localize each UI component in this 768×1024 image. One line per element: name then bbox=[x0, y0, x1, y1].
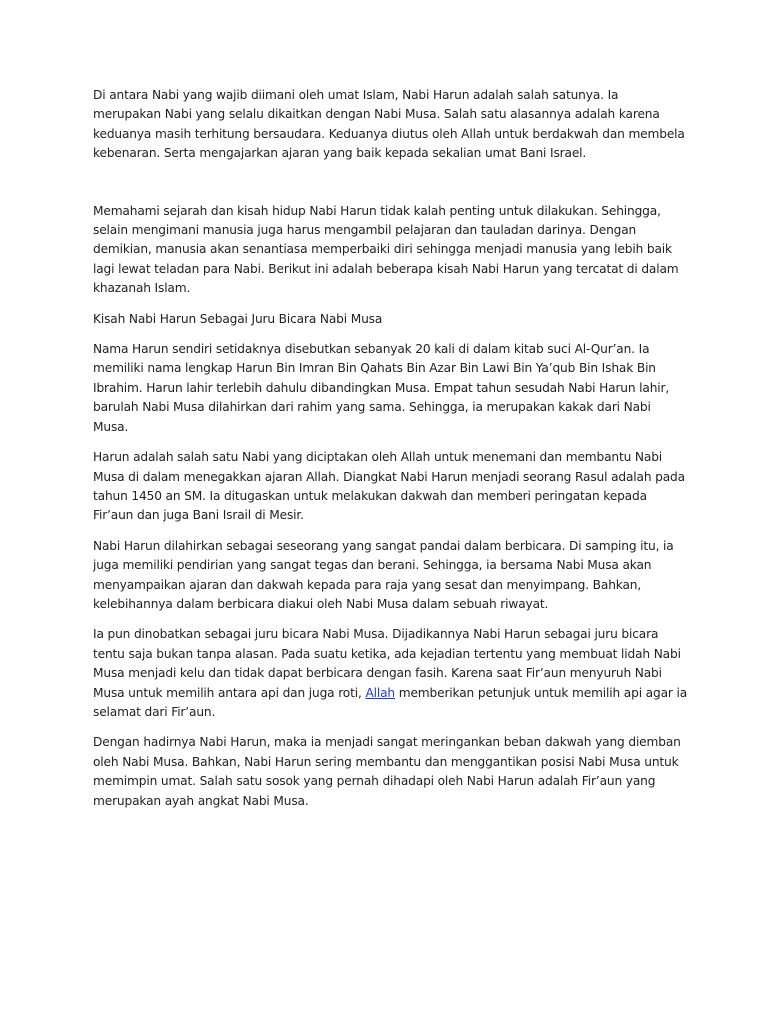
paragraph-spokesman-text-before: Ia pun dinobatkan sebagai juru bicara Nabi Musa. Dijadikannya Nabi Harun sebagai juru bicara tentu saja bukan tanpa alasan. Pada suatu ketika, ada kejadian tertentu yang membuat lidah Nabi Musa menjadi kelu dan tidak dapat berbicara dengan fasih. Karena saat Fir’aun menyuruh Nabi Musa untuk memilih antara api dan juga roti, bbox=[93, 627, 681, 700]
paragraph-conclusion: Dengan hadirnya Nabi Harun, maka ia menjadi sangat meringankan beban dakwah yang diemban oleh Nabi Musa. Bahkan, Nabi Harun sering membantu dan menggantikan posisi Nabi Musa untuk memimpin umat. Salah satu sosok yang pernah dihadapi oleh Nabi Harun adalah Fir’aun yang merupakan ayah angkat Nabi Musa. bbox=[93, 735, 681, 808]
paragraph-prophethood: Harun adalah salah satu Nabi yang diciptakan oleh Allah untuk menemani dan membantu Nabi Musa di dalam menegakkan ajaran Allah. Diangkat Nabi Harun menjadi seorang Rasul adalah pada tahun 1450 an SM. Ia ditugaskan untuk melakukan dakwah dan memberi peringatan kepada Fir’aun dan juga Bani Israil di Mesir. bbox=[93, 450, 685, 523]
paragraph-name-origin: Nama Harun sendiri setidaknya disebutkan sebanyak 20 kali di dalam kitab suci Al-Qur’an. Ia memiliki nama lengkap Harun Bin Imran Bin Qahats Bin Azar Bin Lawi Bin Ya’qub Bin Ishak Bin Ibrahim. Harun lahir terlebih dahulu dibandingkan Musa. Empat tahun sesudah Nabi Harun lahir, barulah Nabi Musa dilahirkan dari rahim yang sama. Sehingga, ia merupakan kakak dari Nabi Musa. bbox=[93, 342, 670, 434]
paragraph-eloquence: Nabi Harun dilahirkan sebagai seseorang yang sangat pandai dalam berbicara. Di samping itu, ia juga memiliki pendirian yang sangat tegas dan berani. Sehingga, ia bersama Nabi Musa akan menyampaikan ajaran dan dakwah kepada para raja yang sesat dan menyimpang. Bahkan, kelebihannya dalam berbicara diakui oleh Nabi Musa dalam sebuah riwayat. bbox=[93, 538, 674, 611]
allah-link[interactable]: Allah bbox=[365, 685, 395, 700]
paragraph-spokesman bbox=[93, 625, 688, 722]
intro-paragraph: Di antara Nabi yang wajib diimani oleh umat Islam, Nabi Harun adalah salah satunya. Ia merupakan Nabi yang selalu dikaitkan dengan Nabi Musa. Salah satu alasannya adalah karena keduanya masih terhitung bersaudara. Keduanya diutus oleh Allah untuk berdakwah dan membela kebenaran. Serta mengajarkan ajaran yang baik kepada sekalian umat Bani Israel. bbox=[93, 88, 685, 161]
context-paragraph: Memahami sejarah dan kisah hidup Nabi Harun tidak kalah penting untuk dilakukan. Sehingga, selain mengimani manusia juga harus mengambil pelajaran dan tauladan darinya. Dengan demikian, manusia akan senantiasa memperbaiki diri sehingga menjadi manusia yang lebih baik lagi lewat teladan para Nabi. Berikut ini adalah beberapa kisah Nabi Harun yang tercatat di dalam khazanah Islam. bbox=[93, 203, 679, 296]
section-heading: Kisah Nabi Harun Sebagai Juru Bicara Nabi Musa bbox=[93, 311, 383, 326]
paragraph-spokesman-text-after: memberikan petunjuk untuk memilih api agar ia selamat dari Fir’aun. bbox=[93, 685, 688, 719]
